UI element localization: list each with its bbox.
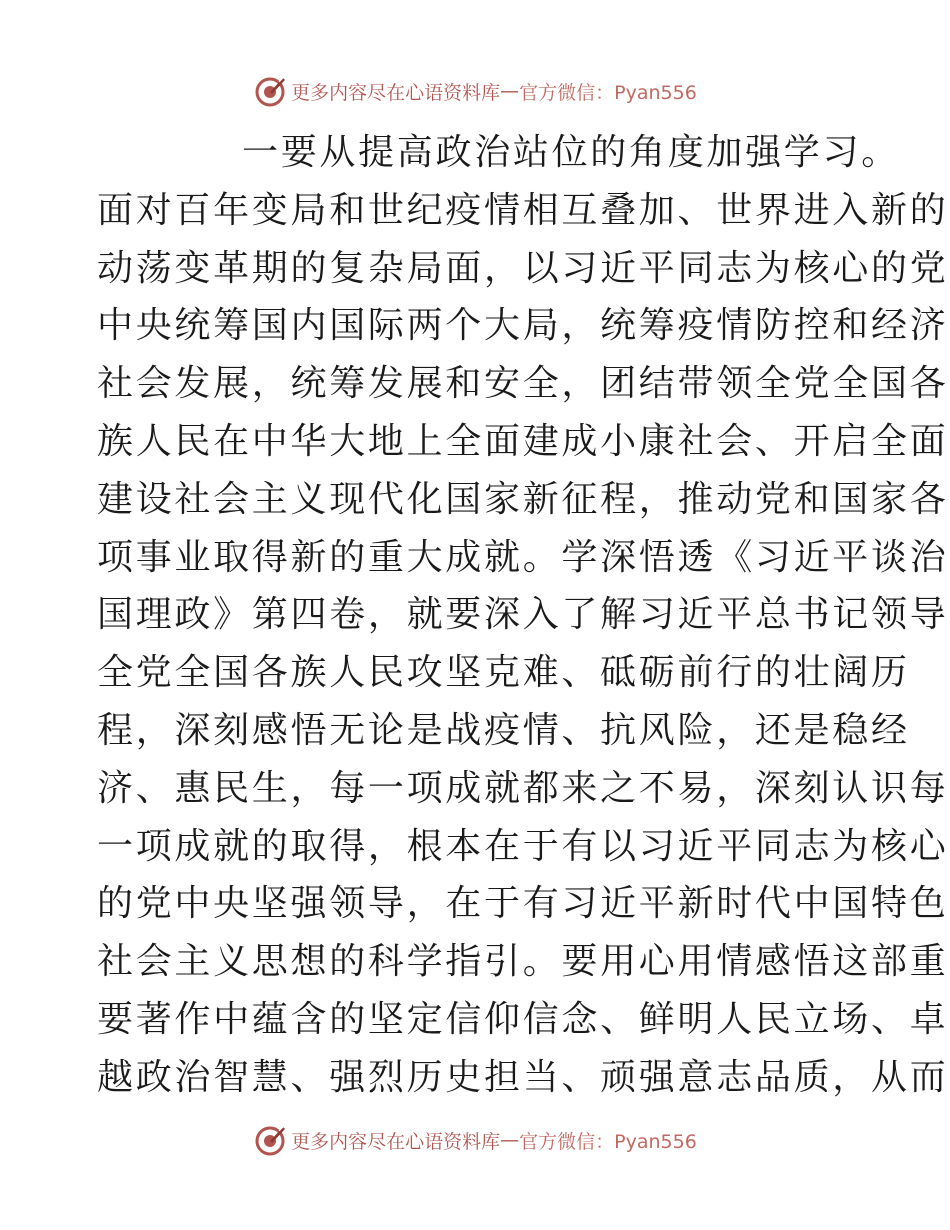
body-line: 全党全国各族人民攻坚克难、砥砺前行的壮阔历 [97, 652, 910, 694]
body-line: 一项成就的取得，根本在于有以习近平同志为核心 [97, 825, 949, 867]
document-body [97, 124, 949, 1107]
body-line: 动荡变革期的复杂局面，以习近平同志为核心的党 [97, 247, 949, 289]
body-line: 一要从提高政治站位的角度加强学习。 [242, 132, 900, 173]
banner-contact-text: 官方微信：Pyan556 [519, 81, 697, 104]
banner-separator: — [500, 80, 520, 102]
body-line: 族人民在中华大地上全面建成小康社会、开启全面 [97, 420, 949, 462]
header-banner [0, 71, 950, 111]
body-line: 建设社会主义现代化国家新征程，推动党和国家各 [97, 478, 949, 520]
body-line: 要著作中蕴含的坚定信仰信念、鲜明人民立场、卓 [97, 998, 949, 1040]
banner-separator: — [500, 1129, 520, 1151]
pen-nib-logo-icon [253, 74, 287, 108]
body-line: 面对百年变局和世纪疫情相互叠加、世界进入新的 [97, 189, 949, 231]
body-line: 社会发展，统筹发展和安全，团结带领全党全国各 [97, 363, 949, 405]
body-line: 的党中央坚强领导，在于有习近平新时代中国特色 [97, 883, 949, 925]
body-line: 程，深刻感悟无论是战疫情、抗风险，还是稳经 [97, 709, 910, 751]
body-line: 中央统筹国内国际两个大局，统筹疫情防控和经济 [97, 305, 949, 347]
pen-nib-logo-icon [253, 1123, 287, 1157]
body-line: 越政治智慧、强烈历史担当、顽强意志品质，从而 [97, 1056, 949, 1098]
body-line: 项事业取得新的重大成就。学深悟透《习近平谈治 [97, 536, 949, 578]
banner-brand-text: 更多内容尽在心语资料库 [291, 81, 501, 104]
body-line: 济、惠民生，每一项成就都来之不易，深刻认识每 [97, 767, 949, 809]
footer-banner [0, 1120, 950, 1160]
banner-contact-text: 官方微信：Pyan556 [519, 1130, 697, 1153]
body-line: 国理政》第四卷，就要深入了解习近平总书记领导 [97, 594, 949, 636]
body-line: 社会主义思想的科学指引。要用心用情感悟这部重 [97, 941, 949, 983]
banner-brand-text: 更多内容尽在心语资料库 [291, 1130, 501, 1153]
